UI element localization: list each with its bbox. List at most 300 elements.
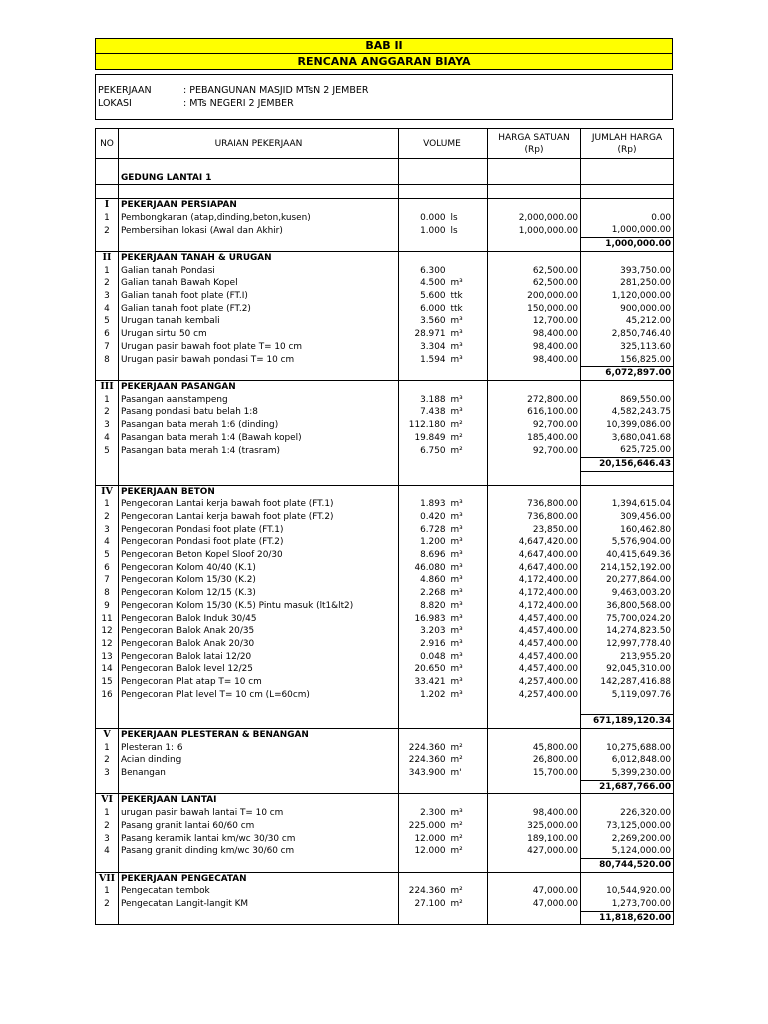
empty-cell (96, 471, 119, 485)
item-total: 10,275,688.00 (581, 742, 674, 755)
table-row (96, 354, 674, 367)
item-number: 6 (96, 562, 119, 575)
table-row (96, 277, 674, 290)
item-number: 2 (96, 820, 119, 833)
item-volume: 20.650 (399, 663, 450, 676)
item-unit-price: 47,000.00 (488, 898, 581, 911)
table-row (96, 600, 674, 613)
table-row (96, 419, 674, 432)
item-volume: 12.000 (399, 833, 450, 846)
item-unit-price: 427,000.00 (488, 845, 581, 858)
empty-cell (488, 367, 581, 381)
item-description: Pengecoran Plat level T= 10 cm (L=60cm) (119, 689, 399, 702)
empty-cell (399, 728, 450, 741)
empty-cell (96, 911, 119, 925)
item-volume: 6.000 (399, 303, 450, 316)
empty-cell (488, 701, 581, 714)
item-description: Pengecoran Lantai kerja bawah foot plate (FT.2) (119, 511, 399, 524)
table-row (96, 574, 674, 587)
item-total: 45,212.00 (581, 315, 674, 328)
item-total: 2,850,746.40 (581, 328, 674, 341)
item-volume: 1.893 (399, 498, 450, 511)
item-total: 0.00 (581, 212, 674, 225)
item-total: 10,544,920.00 (581, 885, 674, 898)
table-row (96, 498, 674, 511)
item-number: 3 (96, 767, 119, 780)
item-unit: m³ (450, 664, 463, 675)
item-unit-price: 98,400.00 (488, 341, 581, 354)
item-total: 10,399,086.00 (581, 419, 674, 432)
item-number: 3 (96, 524, 119, 537)
item-unit-price: 98,400.00 (488, 328, 581, 341)
empty-cell (450, 858, 488, 872)
col-volume: VOLUME (399, 129, 488, 159)
item-volume: 6.750 (399, 444, 450, 457)
section-number: I (96, 199, 119, 212)
item-description: Galian tanah foot plate (FT.I) (119, 290, 399, 303)
empty-cell (96, 159, 119, 172)
item-total: 214,152,192.00 (581, 562, 674, 575)
item-total: 5,124,000.00 (581, 845, 674, 858)
table-row (96, 676, 674, 689)
cost-table (95, 128, 674, 925)
empty-cell (96, 458, 119, 472)
item-unit-price: 26,800.00 (488, 754, 581, 767)
item-unit-price: 325,000.00 (488, 820, 581, 833)
item-description: Acian dinding (119, 754, 399, 767)
lokasi-label: LOKASI (98, 98, 132, 109)
group-title: GEDUNG LANTAI 1 (119, 172, 399, 185)
empty-cell (96, 701, 119, 714)
table-row (96, 663, 674, 676)
item-unit-price: 4,457,400.00 (488, 663, 581, 676)
item-volume: 19.849 (399, 432, 450, 445)
empty-cell (581, 159, 674, 172)
item-volume: 2.916 (399, 638, 450, 651)
empty-cell (450, 367, 488, 381)
item-description: Pasang granit lantai 60/60 cm (119, 820, 399, 833)
item-unit-price: 4,172,400.00 (488, 574, 581, 587)
table-row (96, 406, 674, 419)
item-description: Pasang granit dinding km/wc 30/60 cm (119, 845, 399, 858)
col-jumlah-line1: JUMLAH HARGA (591, 132, 663, 143)
item-unit-price: 12,700.00 (488, 315, 581, 328)
col-jumlah (581, 129, 674, 159)
item-total: 14,274,823.50 (581, 625, 674, 638)
item-description: Plesteran 1: 6 (119, 742, 399, 755)
empty-cell (119, 367, 399, 381)
item-description: Pengecoran Kolom 15/30 (K.5) Pintu masuk (lt1&lt2) (119, 600, 399, 613)
empty-cell (488, 911, 581, 925)
section-title: PEKERJAAN LANTAI (119, 794, 399, 807)
item-description: Galian tanah Pondasi (119, 265, 399, 278)
item-unit-price: 4,457,400.00 (488, 625, 581, 638)
item-number: 2 (96, 898, 119, 911)
item-total: 325,113.60 (581, 341, 674, 354)
item-description: Pengecoran Balok Anak 20/35 (119, 625, 399, 638)
empty-cell (450, 458, 488, 472)
empty-cell (450, 485, 488, 498)
item-unit-price: 185,400.00 (488, 432, 581, 445)
table-row (96, 511, 674, 524)
pekerjaan-label: PEKERJAAN (98, 85, 152, 96)
empty-cell (450, 172, 488, 185)
item-number: 2 (96, 224, 119, 237)
col-harga-line1: HARGA SATUAN (498, 132, 570, 143)
empty-cell (450, 911, 488, 925)
blank-row (96, 701, 674, 714)
item-volume: 6.300 (399, 265, 450, 278)
empty-cell (96, 780, 119, 794)
empty-cell (399, 380, 450, 393)
item-unit: m³ (450, 651, 463, 662)
item-unit: m³ (450, 638, 463, 649)
empty-cell (581, 701, 674, 714)
subtotal-row (96, 911, 674, 925)
item-unit-price: 98,400.00 (488, 354, 581, 367)
section-number: III (96, 380, 119, 393)
subtotal-value: 11,818,620.00 (581, 911, 674, 925)
table-row (96, 394, 674, 407)
project-info (95, 74, 673, 120)
item-volume: 27.100 (399, 898, 450, 911)
item-number: 6 (96, 328, 119, 341)
table-row (96, 651, 674, 664)
item-description: Pengecoran Beton Kopel Sloof 20/30 (119, 549, 399, 562)
table-row (96, 845, 674, 858)
item-description: Pasangan aanstampeng (119, 394, 399, 407)
empty-cell (450, 794, 488, 807)
empty-cell (488, 872, 581, 885)
empty-cell (96, 185, 119, 199)
item-description: Pasang keramik lantai km/wc 30/30 cm (119, 833, 399, 846)
empty-cell (488, 780, 581, 794)
item-unit-price: 62,500.00 (488, 277, 581, 290)
empty-cell (399, 367, 450, 381)
subtotal-row (96, 238, 674, 252)
item-unit-price: 616,100.00 (488, 406, 581, 419)
table-row (96, 536, 674, 549)
item-volume: 6.728 (399, 524, 450, 537)
empty-cell (450, 471, 488, 485)
item-total: 160,462.80 (581, 524, 674, 537)
section-header-row (96, 794, 674, 807)
document-title: RENCANA ANGGARAN BIAYA (95, 54, 673, 70)
blank-row (96, 471, 674, 485)
section-number: VII (96, 872, 119, 885)
item-unit: ttk (450, 303, 463, 314)
empty-cell (488, 485, 581, 498)
section-number: V (96, 728, 119, 741)
item-description: Pengecatan tembok (119, 885, 399, 898)
item-unit-price: 1,000,000.00 (488, 224, 581, 237)
empty-cell (488, 159, 581, 172)
subtotal-row (96, 367, 674, 381)
item-volume: 16.983 (399, 613, 450, 626)
item-volume: 112.180 (399, 419, 450, 432)
item-total: 142,287,416.88 (581, 676, 674, 689)
empty-cell (96, 367, 119, 381)
item-total: 1,273,700.00 (581, 898, 674, 911)
item-number: 2 (96, 754, 119, 767)
empty-cell (96, 238, 119, 252)
subtotal-value: 20,156,646.43 (581, 458, 674, 472)
blank-row (96, 159, 674, 172)
empty-cell (399, 471, 450, 485)
item-description: Pasangan bata merah 1:4 (Bawah kopel) (119, 432, 399, 445)
col-harga (488, 129, 581, 159)
item-description: Pengecoran Balok Anak 20/30 (119, 638, 399, 651)
item-unit: m² (450, 833, 463, 844)
item-total: 5,119,097.76 (581, 689, 674, 702)
item-unit: ls (450, 212, 458, 223)
empty-cell (450, 199, 488, 212)
item-volume: 224.360 (399, 885, 450, 898)
section-number: IV (96, 485, 119, 498)
item-unit: m³ (450, 499, 463, 510)
item-number: 8 (96, 354, 119, 367)
item-unit: m³ (450, 354, 463, 365)
table-row (96, 315, 674, 328)
table-row (96, 767, 674, 780)
item-volume: 7.438 (399, 406, 450, 419)
empty-cell (450, 715, 488, 729)
item-total: 2,269,200.00 (581, 833, 674, 846)
item-volume: 3.203 (399, 625, 450, 638)
item-description: Urugan sirtu 50 cm (119, 328, 399, 341)
item-number: 7 (96, 341, 119, 354)
empty-cell (399, 911, 450, 925)
item-unit-price: 15,700.00 (488, 767, 581, 780)
empty-cell (399, 780, 450, 794)
table-row (96, 689, 674, 702)
item-description: Pengecoran Balok Induk 30/45 (119, 613, 399, 626)
lokasi-value: : MTs NEGERI 2 JEMBER (183, 98, 294, 109)
item-description: urugan pasir bawah lantai T= 10 cm (119, 807, 399, 820)
item-number: 16 (96, 689, 119, 702)
table-row (96, 444, 674, 457)
item-description: Pengecoran Pondasi foot plate (FT.2) (119, 536, 399, 549)
empty-cell (581, 872, 674, 885)
item-description: Pengecoran Plat atap T= 10 cm (119, 676, 399, 689)
item-unit-price: 45,800.00 (488, 742, 581, 755)
empty-cell (488, 728, 581, 741)
item-volume: 28.971 (399, 328, 450, 341)
lokasi-row (96, 97, 672, 110)
item-unit: m³ (450, 537, 463, 548)
item-number: 8 (96, 587, 119, 600)
item-unit-price: 189,100.00 (488, 833, 581, 846)
item-total: 6,012,848.00 (581, 754, 674, 767)
item-unit: m² (450, 820, 463, 831)
col-harga-line2: (Rp) (524, 144, 544, 155)
item-total: 36,800,568.00 (581, 600, 674, 613)
section-title: PEKERJAAN PERSIAPAN (119, 199, 399, 212)
section-title: PEKERJAAN PASANGAN (119, 380, 399, 393)
item-total: 281,250.00 (581, 277, 674, 290)
item-number: 1 (96, 807, 119, 820)
item-description: Pembongkaran (atap,dinding,beton,kusen) (119, 212, 399, 225)
item-number: 12 (96, 638, 119, 651)
item-total: 3,680,041.68 (581, 432, 674, 445)
section-header-row (96, 251, 674, 264)
empty-cell (488, 458, 581, 472)
empty-cell (450, 238, 488, 252)
item-unit: m³ (450, 562, 463, 573)
subtotal-value: 1,000,000.00 (581, 238, 674, 252)
item-description: Pasangan bata merah 1:6 (dinding) (119, 419, 399, 432)
empty-cell (399, 872, 450, 885)
item-description: Pengecoran Kolom 40/40 (K.1) (119, 562, 399, 575)
item-unit: m³ (450, 626, 463, 637)
empty-cell (581, 172, 674, 185)
item-unit (450, 265, 488, 278)
item-description: Urugan tanah kembali (119, 315, 399, 328)
empty-cell (581, 380, 674, 393)
empty-cell (399, 251, 450, 264)
item-volume: 1.594 (399, 354, 450, 367)
table-row (96, 742, 674, 755)
empty-cell (119, 238, 399, 252)
empty-cell (450, 728, 488, 741)
item-total: 4,582,243.75 (581, 406, 674, 419)
item-volume: 224.360 (399, 742, 450, 755)
section-header-row (96, 485, 674, 498)
item-number: 5 (96, 444, 119, 457)
item-unit: m² (450, 432, 463, 443)
empty-cell (399, 794, 450, 807)
item-unit: m³ (450, 588, 463, 599)
item-unit-price: 4,647,400.00 (488, 549, 581, 562)
item-volume: 3.560 (399, 315, 450, 328)
item-total: 226,320.00 (581, 807, 674, 820)
subtotal-row (96, 858, 674, 872)
table-header (96, 129, 674, 159)
item-volume: 2.300 (399, 807, 450, 820)
empty-cell (119, 159, 399, 172)
item-unit: m² (450, 420, 463, 431)
item-total: 75,700,024.20 (581, 613, 674, 626)
item-volume: 0.048 (399, 651, 450, 664)
item-unit: ttk (450, 291, 463, 301)
item-volume: 5.600 (399, 290, 450, 303)
item-unit: m³ (450, 511, 463, 522)
table-row (96, 265, 674, 278)
item-total: 213,955.20 (581, 651, 674, 664)
section-title: PEKERJAAN PLESTERAN & BENANGAN (119, 728, 399, 741)
item-unit: m² (450, 899, 463, 910)
empty-cell (399, 715, 450, 729)
item-unit: m² (450, 445, 463, 456)
item-volume: 1.000 (399, 224, 450, 237)
subtotal-row (96, 780, 674, 794)
empty-cell (119, 701, 399, 714)
item-unit: m³ (450, 407, 463, 418)
item-total: 5,576,904.00 (581, 536, 674, 549)
empty-cell (399, 172, 450, 185)
empty-cell (399, 458, 450, 472)
item-description: Pengecoran Pondasi foot plate (FT.1) (119, 524, 399, 537)
item-number: 14 (96, 663, 119, 676)
empty-cell (119, 858, 399, 872)
col-uraian: URAIAN PEKERJAAN (119, 129, 399, 159)
table-row (96, 303, 674, 316)
empty-cell (488, 185, 581, 199)
item-description: Pasangan bata merah 1:4 (trasram) (119, 444, 399, 457)
item-number: 4 (96, 845, 119, 858)
section-header-row (96, 728, 674, 741)
item-number: 4 (96, 536, 119, 549)
item-total: 1,000,000.00 (581, 224, 674, 237)
item-unit: m³ (450, 316, 463, 327)
item-number: 2 (96, 277, 119, 290)
item-number: 3 (96, 419, 119, 432)
item-number: 1 (96, 212, 119, 225)
item-total: 309,456.00 (581, 511, 674, 524)
item-unit-price: 150,000.00 (488, 303, 581, 316)
item-volume: 3.188 (399, 394, 450, 407)
empty-cell (581, 728, 674, 741)
item-description: Pengecoran Lantai kerja bawah foot plate (FT.1) (119, 498, 399, 511)
section-header-row (96, 199, 674, 212)
item-unit-price: 4,172,400.00 (488, 587, 581, 600)
item-number: 1 (96, 498, 119, 511)
table-row (96, 807, 674, 820)
item-unit-price: 23,850.00 (488, 524, 581, 537)
item-number: 3 (96, 833, 119, 846)
item-volume: 4.860 (399, 574, 450, 587)
item-unit: m³ (450, 341, 463, 352)
item-number: 7 (96, 574, 119, 587)
item-volume: 46.080 (399, 562, 450, 575)
empty-cell (488, 380, 581, 393)
item-number: 3 (96, 290, 119, 303)
item-unit: m³ (450, 613, 463, 624)
blank-row (96, 185, 674, 199)
empty-cell (96, 172, 119, 185)
item-number: 4 (96, 303, 119, 316)
item-total: 9,463,003.20 (581, 587, 674, 600)
item-total: 73,125,000.00 (581, 820, 674, 833)
item-total: 40,415,649.36 (581, 549, 674, 562)
item-unit-price: 4,457,400.00 (488, 651, 581, 664)
item-unit-price: 4,172,400.00 (488, 600, 581, 613)
item-unit-price: 47,000.00 (488, 885, 581, 898)
item-unit-price: 272,800.00 (488, 394, 581, 407)
item-unit: m² (450, 846, 463, 857)
empty-cell (399, 858, 450, 872)
item-unit-price: 2,000,000.00 (488, 212, 581, 225)
item-total: 5,399,230.00 (581, 767, 674, 780)
table-row (96, 432, 674, 445)
section-title: PEKERJAAN TANAH & URUGAN (119, 251, 399, 264)
item-volume: 4.500 (399, 277, 450, 290)
item-number: 2 (96, 406, 119, 419)
empty-cell (399, 701, 450, 714)
item-unit: m³ (450, 550, 463, 561)
table-row (96, 224, 674, 237)
item-unit: m³ (450, 575, 463, 586)
table-row (96, 341, 674, 354)
item-number: 1 (96, 742, 119, 755)
item-unit-price: 62,500.00 (488, 265, 581, 278)
item-unit: m³ (450, 689, 463, 700)
empty-cell (450, 159, 488, 172)
item-description: Benangan (119, 767, 399, 780)
item-unit: m³ (450, 677, 463, 688)
empty-cell (488, 172, 581, 185)
item-number: 4 (96, 432, 119, 445)
